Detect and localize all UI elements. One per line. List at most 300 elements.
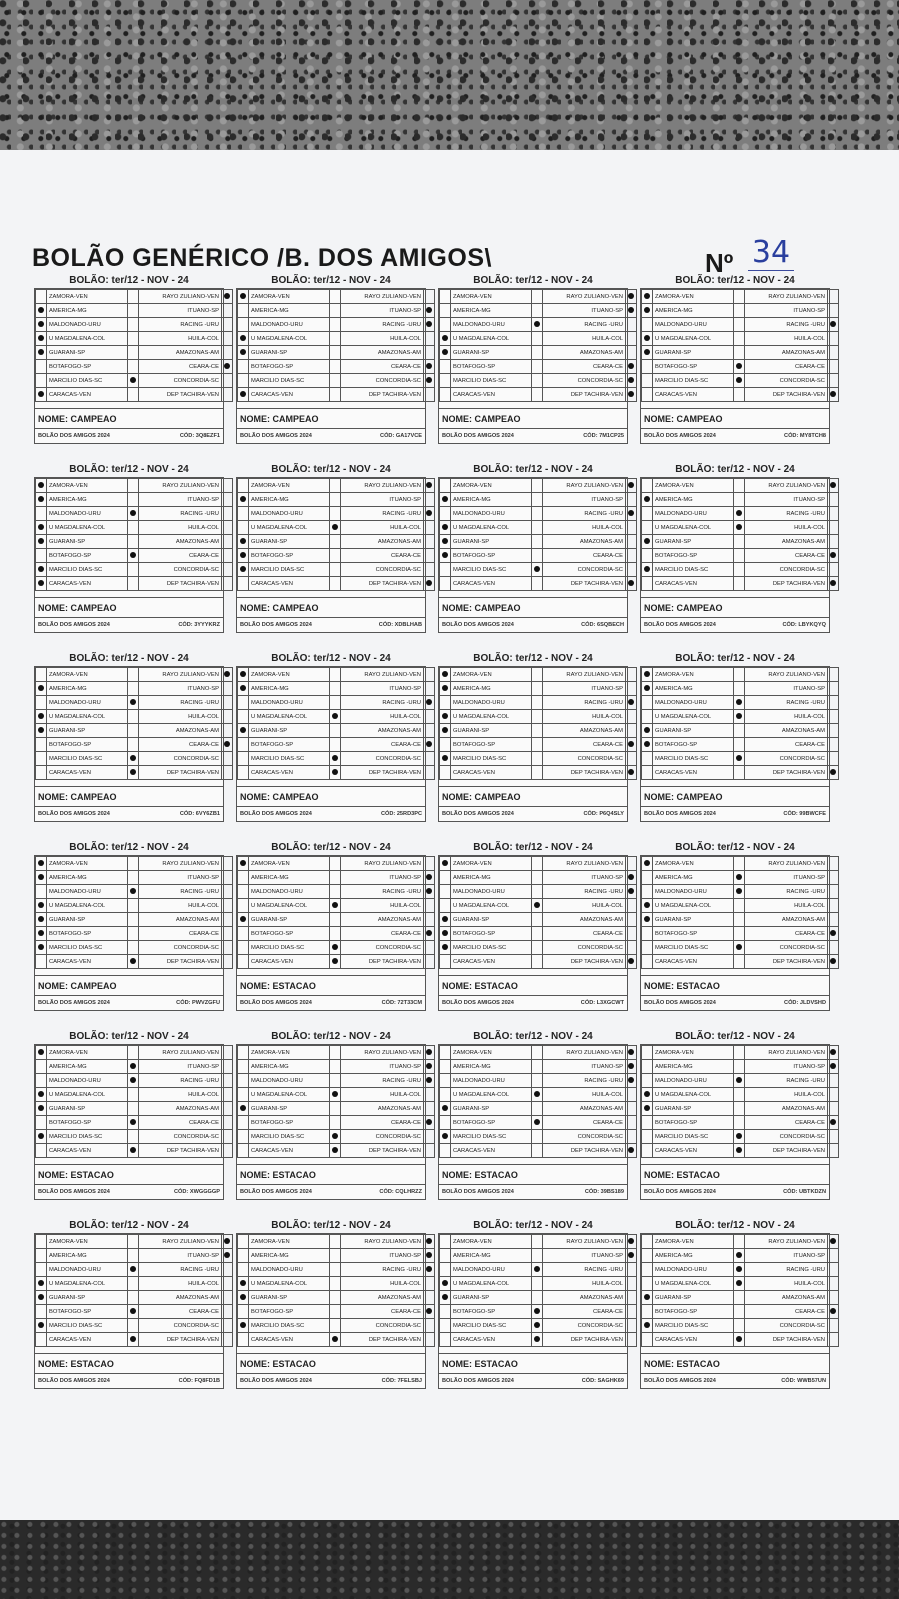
home-pick-box[interactable] bbox=[642, 885, 653, 899]
home-pick-box[interactable] bbox=[440, 1305, 451, 1319]
away-pick-box[interactable] bbox=[626, 1319, 637, 1333]
home-pick-box[interactable] bbox=[238, 360, 249, 374]
home-pick-box[interactable] bbox=[36, 1046, 47, 1060]
home-pick-box[interactable] bbox=[36, 857, 47, 871]
away-pick-box[interactable] bbox=[222, 941, 233, 955]
away-pick-box[interactable] bbox=[626, 752, 637, 766]
home-pick-box[interactable] bbox=[238, 668, 249, 682]
away-pick-box[interactable] bbox=[222, 1235, 233, 1249]
draw-pick-box[interactable] bbox=[532, 1102, 543, 1116]
home-pick-box[interactable] bbox=[642, 941, 653, 955]
away-pick-box[interactable] bbox=[828, 1130, 839, 1144]
home-pick-box[interactable] bbox=[238, 955, 249, 969]
home-pick-box[interactable] bbox=[238, 1305, 249, 1319]
away-pick-box[interactable] bbox=[424, 913, 435, 927]
draw-pick-box[interactable] bbox=[128, 941, 139, 955]
draw-pick-box[interactable] bbox=[330, 1263, 341, 1277]
draw-pick-box[interactable] bbox=[330, 885, 341, 899]
draw-pick-box[interactable] bbox=[330, 577, 341, 591]
draw-pick-box[interactable] bbox=[330, 871, 341, 885]
home-pick-box[interactable] bbox=[36, 1074, 47, 1088]
home-pick-box[interactable] bbox=[440, 374, 451, 388]
away-pick-box[interactable] bbox=[626, 927, 637, 941]
home-pick-box[interactable] bbox=[36, 752, 47, 766]
draw-pick-box[interactable] bbox=[330, 507, 341, 521]
away-pick-box[interactable] bbox=[424, 360, 435, 374]
home-pick-box[interactable] bbox=[642, 871, 653, 885]
away-pick-box[interactable] bbox=[828, 535, 839, 549]
home-pick-box[interactable] bbox=[36, 332, 47, 346]
away-pick-box[interactable] bbox=[424, 479, 435, 493]
home-pick-box[interactable] bbox=[440, 1088, 451, 1102]
home-pick-box[interactable] bbox=[642, 521, 653, 535]
draw-pick-box[interactable] bbox=[330, 927, 341, 941]
home-pick-box[interactable] bbox=[36, 1249, 47, 1263]
home-pick-box[interactable] bbox=[238, 682, 249, 696]
draw-pick-box[interactable] bbox=[128, 885, 139, 899]
draw-pick-box[interactable] bbox=[532, 710, 543, 724]
away-pick-box[interactable] bbox=[424, 752, 435, 766]
draw-pick-box[interactable] bbox=[330, 1060, 341, 1074]
away-pick-box[interactable] bbox=[222, 535, 233, 549]
home-pick-box[interactable] bbox=[440, 913, 451, 927]
home-pick-box[interactable] bbox=[440, 304, 451, 318]
away-pick-box[interactable] bbox=[222, 346, 233, 360]
draw-pick-box[interactable] bbox=[734, 346, 745, 360]
draw-pick-box[interactable] bbox=[128, 1305, 139, 1319]
home-pick-box[interactable] bbox=[440, 682, 451, 696]
home-pick-box[interactable] bbox=[36, 290, 47, 304]
home-pick-box[interactable] bbox=[642, 304, 653, 318]
home-pick-box[interactable] bbox=[238, 941, 249, 955]
home-pick-box[interactable] bbox=[642, 682, 653, 696]
draw-pick-box[interactable] bbox=[532, 752, 543, 766]
home-pick-box[interactable] bbox=[238, 388, 249, 402]
home-pick-box[interactable] bbox=[238, 696, 249, 710]
away-pick-box[interactable] bbox=[424, 388, 435, 402]
draw-pick-box[interactable] bbox=[330, 479, 341, 493]
draw-pick-box[interactable] bbox=[532, 682, 543, 696]
home-pick-box[interactable] bbox=[238, 927, 249, 941]
home-pick-box[interactable] bbox=[440, 1249, 451, 1263]
away-pick-box[interactable] bbox=[222, 1305, 233, 1319]
away-pick-box[interactable] bbox=[626, 899, 637, 913]
draw-pick-box[interactable] bbox=[532, 941, 543, 955]
draw-pick-box[interactable] bbox=[734, 752, 745, 766]
away-pick-box[interactable] bbox=[828, 1074, 839, 1088]
draw-pick-box[interactable] bbox=[330, 941, 341, 955]
away-pick-box[interactable] bbox=[222, 549, 233, 563]
home-pick-box[interactable] bbox=[36, 668, 47, 682]
away-pick-box[interactable] bbox=[424, 871, 435, 885]
draw-pick-box[interactable] bbox=[128, 1277, 139, 1291]
draw-pick-box[interactable] bbox=[128, 1319, 139, 1333]
draw-pick-box[interactable] bbox=[330, 1333, 341, 1347]
draw-pick-box[interactable] bbox=[330, 1291, 341, 1305]
away-pick-box[interactable] bbox=[424, 318, 435, 332]
draw-pick-box[interactable] bbox=[128, 1102, 139, 1116]
draw-pick-box[interactable] bbox=[128, 871, 139, 885]
away-pick-box[interactable] bbox=[222, 388, 233, 402]
home-pick-box[interactable] bbox=[440, 899, 451, 913]
away-pick-box[interactable] bbox=[222, 1263, 233, 1277]
draw-pick-box[interactable] bbox=[532, 724, 543, 738]
home-pick-box[interactable] bbox=[440, 927, 451, 941]
home-pick-box[interactable] bbox=[238, 1263, 249, 1277]
draw-pick-box[interactable] bbox=[532, 668, 543, 682]
home-pick-box[interactable] bbox=[642, 1074, 653, 1088]
away-pick-box[interactable] bbox=[424, 290, 435, 304]
away-pick-box[interactable] bbox=[626, 696, 637, 710]
home-pick-box[interactable] bbox=[238, 752, 249, 766]
draw-pick-box[interactable] bbox=[128, 1088, 139, 1102]
away-pick-box[interactable] bbox=[626, 332, 637, 346]
away-pick-box[interactable] bbox=[626, 913, 637, 927]
draw-pick-box[interactable] bbox=[330, 1305, 341, 1319]
away-pick-box[interactable] bbox=[828, 885, 839, 899]
draw-pick-box[interactable] bbox=[128, 682, 139, 696]
away-pick-box[interactable] bbox=[828, 360, 839, 374]
draw-pick-box[interactable] bbox=[734, 1116, 745, 1130]
away-pick-box[interactable] bbox=[222, 1249, 233, 1263]
away-pick-box[interactable] bbox=[626, 1130, 637, 1144]
away-pick-box[interactable] bbox=[828, 1235, 839, 1249]
away-pick-box[interactable] bbox=[424, 927, 435, 941]
draw-pick-box[interactable] bbox=[734, 304, 745, 318]
away-pick-box[interactable] bbox=[424, 374, 435, 388]
away-pick-box[interactable] bbox=[828, 1263, 839, 1277]
away-pick-box[interactable] bbox=[626, 1102, 637, 1116]
away-pick-box[interactable] bbox=[222, 507, 233, 521]
home-pick-box[interactable] bbox=[440, 521, 451, 535]
draw-pick-box[interactable] bbox=[330, 290, 341, 304]
away-pick-box[interactable] bbox=[828, 710, 839, 724]
away-pick-box[interactable] bbox=[626, 871, 637, 885]
home-pick-box[interactable] bbox=[440, 360, 451, 374]
home-pick-box[interactable] bbox=[642, 710, 653, 724]
away-pick-box[interactable] bbox=[222, 738, 233, 752]
home-pick-box[interactable] bbox=[440, 549, 451, 563]
draw-pick-box[interactable] bbox=[734, 479, 745, 493]
away-pick-box[interactable] bbox=[626, 521, 637, 535]
home-pick-box[interactable] bbox=[36, 304, 47, 318]
home-pick-box[interactable] bbox=[440, 493, 451, 507]
away-pick-box[interactable] bbox=[424, 1060, 435, 1074]
draw-pick-box[interactable] bbox=[128, 752, 139, 766]
draw-pick-box[interactable] bbox=[128, 738, 139, 752]
away-pick-box[interactable] bbox=[626, 710, 637, 724]
draw-pick-box[interactable] bbox=[128, 1291, 139, 1305]
home-pick-box[interactable] bbox=[642, 1333, 653, 1347]
away-pick-box[interactable] bbox=[424, 1249, 435, 1263]
draw-pick-box[interactable] bbox=[532, 913, 543, 927]
draw-pick-box[interactable] bbox=[532, 1319, 543, 1333]
away-pick-box[interactable] bbox=[828, 724, 839, 738]
home-pick-box[interactable] bbox=[238, 535, 249, 549]
home-pick-box[interactable] bbox=[642, 1319, 653, 1333]
away-pick-box[interactable] bbox=[424, 304, 435, 318]
away-pick-box[interactable] bbox=[626, 1277, 637, 1291]
draw-pick-box[interactable] bbox=[532, 1046, 543, 1060]
home-pick-box[interactable] bbox=[238, 1249, 249, 1263]
away-pick-box[interactable] bbox=[828, 871, 839, 885]
draw-pick-box[interactable] bbox=[532, 563, 543, 577]
away-pick-box[interactable] bbox=[828, 1060, 839, 1074]
home-pick-box[interactable] bbox=[36, 1319, 47, 1333]
away-pick-box[interactable] bbox=[222, 360, 233, 374]
draw-pick-box[interactable] bbox=[734, 332, 745, 346]
away-pick-box[interactable] bbox=[222, 1144, 233, 1158]
draw-pick-box[interactable] bbox=[128, 710, 139, 724]
draw-pick-box[interactable] bbox=[330, 493, 341, 507]
home-pick-box[interactable] bbox=[36, 941, 47, 955]
draw-pick-box[interactable] bbox=[128, 724, 139, 738]
draw-pick-box[interactable] bbox=[734, 1333, 745, 1347]
home-pick-box[interactable] bbox=[238, 479, 249, 493]
draw-pick-box[interactable] bbox=[330, 346, 341, 360]
draw-pick-box[interactable] bbox=[532, 360, 543, 374]
draw-pick-box[interactable] bbox=[734, 738, 745, 752]
draw-pick-box[interactable] bbox=[128, 1249, 139, 1263]
draw-pick-box[interactable] bbox=[330, 1046, 341, 1060]
away-pick-box[interactable] bbox=[424, 1102, 435, 1116]
home-pick-box[interactable] bbox=[36, 955, 47, 969]
draw-pick-box[interactable] bbox=[532, 766, 543, 780]
away-pick-box[interactable] bbox=[626, 668, 637, 682]
away-pick-box[interactable] bbox=[828, 1333, 839, 1347]
home-pick-box[interactable] bbox=[440, 710, 451, 724]
home-pick-box[interactable] bbox=[440, 1319, 451, 1333]
home-pick-box[interactable] bbox=[642, 696, 653, 710]
home-pick-box[interactable] bbox=[238, 346, 249, 360]
draw-pick-box[interactable] bbox=[734, 1074, 745, 1088]
away-pick-box[interactable] bbox=[828, 1277, 839, 1291]
away-pick-box[interactable] bbox=[424, 1263, 435, 1277]
away-pick-box[interactable] bbox=[626, 388, 637, 402]
draw-pick-box[interactable] bbox=[128, 318, 139, 332]
draw-pick-box[interactable] bbox=[532, 1277, 543, 1291]
home-pick-box[interactable] bbox=[238, 332, 249, 346]
home-pick-box[interactable] bbox=[642, 1263, 653, 1277]
draw-pick-box[interactable] bbox=[330, 857, 341, 871]
home-pick-box[interactable] bbox=[642, 899, 653, 913]
away-pick-box[interactable] bbox=[828, 857, 839, 871]
away-pick-box[interactable] bbox=[424, 1088, 435, 1102]
away-pick-box[interactable] bbox=[222, 304, 233, 318]
home-pick-box[interactable] bbox=[36, 738, 47, 752]
away-pick-box[interactable] bbox=[222, 374, 233, 388]
away-pick-box[interactable] bbox=[828, 941, 839, 955]
away-pick-box[interactable] bbox=[828, 493, 839, 507]
away-pick-box[interactable] bbox=[424, 885, 435, 899]
home-pick-box[interactable] bbox=[238, 1074, 249, 1088]
home-pick-box[interactable] bbox=[642, 927, 653, 941]
away-pick-box[interactable] bbox=[222, 710, 233, 724]
home-pick-box[interactable] bbox=[238, 493, 249, 507]
draw-pick-box[interactable] bbox=[330, 752, 341, 766]
home-pick-box[interactable] bbox=[238, 724, 249, 738]
home-pick-box[interactable] bbox=[238, 871, 249, 885]
away-pick-box[interactable] bbox=[828, 479, 839, 493]
home-pick-box[interactable] bbox=[238, 1046, 249, 1060]
away-pick-box[interactable] bbox=[222, 871, 233, 885]
away-pick-box[interactable] bbox=[424, 1235, 435, 1249]
home-pick-box[interactable] bbox=[440, 1074, 451, 1088]
home-pick-box[interactable] bbox=[642, 1116, 653, 1130]
away-pick-box[interactable] bbox=[828, 521, 839, 535]
draw-pick-box[interactable] bbox=[330, 360, 341, 374]
home-pick-box[interactable] bbox=[642, 1088, 653, 1102]
home-pick-box[interactable] bbox=[36, 1263, 47, 1277]
away-pick-box[interactable] bbox=[222, 1333, 233, 1347]
home-pick-box[interactable] bbox=[642, 724, 653, 738]
home-pick-box[interactable] bbox=[642, 493, 653, 507]
away-pick-box[interactable] bbox=[222, 493, 233, 507]
home-pick-box[interactable] bbox=[440, 1116, 451, 1130]
draw-pick-box[interactable] bbox=[734, 899, 745, 913]
home-pick-box[interactable] bbox=[238, 1102, 249, 1116]
draw-pick-box[interactable] bbox=[532, 507, 543, 521]
away-pick-box[interactable] bbox=[222, 1102, 233, 1116]
draw-pick-box[interactable] bbox=[128, 332, 139, 346]
home-pick-box[interactable] bbox=[440, 346, 451, 360]
home-pick-box[interactable] bbox=[238, 710, 249, 724]
draw-pick-box[interactable] bbox=[330, 1074, 341, 1088]
home-pick-box[interactable] bbox=[36, 318, 47, 332]
home-pick-box[interactable] bbox=[238, 374, 249, 388]
away-pick-box[interactable] bbox=[222, 577, 233, 591]
away-pick-box[interactable] bbox=[424, 1277, 435, 1291]
away-pick-box[interactable] bbox=[626, 493, 637, 507]
away-pick-box[interactable] bbox=[626, 1333, 637, 1347]
away-pick-box[interactable] bbox=[424, 766, 435, 780]
away-pick-box[interactable] bbox=[626, 682, 637, 696]
away-pick-box[interactable] bbox=[222, 899, 233, 913]
home-pick-box[interactable] bbox=[642, 1277, 653, 1291]
draw-pick-box[interactable] bbox=[734, 1046, 745, 1060]
home-pick-box[interactable] bbox=[440, 668, 451, 682]
home-pick-box[interactable] bbox=[238, 304, 249, 318]
away-pick-box[interactable] bbox=[424, 696, 435, 710]
draw-pick-box[interactable] bbox=[734, 563, 745, 577]
home-pick-box[interactable] bbox=[238, 1116, 249, 1130]
draw-pick-box[interactable] bbox=[734, 1088, 745, 1102]
away-pick-box[interactable] bbox=[626, 577, 637, 591]
draw-pick-box[interactable] bbox=[734, 724, 745, 738]
home-pick-box[interactable] bbox=[440, 1102, 451, 1116]
draw-pick-box[interactable] bbox=[532, 1130, 543, 1144]
draw-pick-box[interactable] bbox=[734, 1263, 745, 1277]
draw-pick-box[interactable] bbox=[734, 1319, 745, 1333]
away-pick-box[interactable] bbox=[828, 913, 839, 927]
away-pick-box[interactable] bbox=[424, 899, 435, 913]
away-pick-box[interactable] bbox=[828, 388, 839, 402]
draw-pick-box[interactable] bbox=[532, 1060, 543, 1074]
draw-pick-box[interactable] bbox=[532, 374, 543, 388]
home-pick-box[interactable] bbox=[642, 1249, 653, 1263]
home-pick-box[interactable] bbox=[36, 493, 47, 507]
home-pick-box[interactable] bbox=[36, 1235, 47, 1249]
home-pick-box[interactable] bbox=[440, 1277, 451, 1291]
draw-pick-box[interactable] bbox=[330, 1277, 341, 1291]
draw-pick-box[interactable] bbox=[330, 738, 341, 752]
draw-pick-box[interactable] bbox=[734, 1144, 745, 1158]
draw-pick-box[interactable] bbox=[734, 1291, 745, 1305]
home-pick-box[interactable] bbox=[642, 549, 653, 563]
draw-pick-box[interactable] bbox=[532, 871, 543, 885]
home-pick-box[interactable] bbox=[36, 927, 47, 941]
draw-pick-box[interactable] bbox=[128, 696, 139, 710]
home-pick-box[interactable] bbox=[440, 479, 451, 493]
away-pick-box[interactable] bbox=[424, 563, 435, 577]
draw-pick-box[interactable] bbox=[532, 388, 543, 402]
home-pick-box[interactable] bbox=[36, 374, 47, 388]
draw-pick-box[interactable] bbox=[330, 388, 341, 402]
home-pick-box[interactable] bbox=[642, 563, 653, 577]
away-pick-box[interactable] bbox=[828, 1102, 839, 1116]
home-pick-box[interactable] bbox=[36, 1333, 47, 1347]
away-pick-box[interactable] bbox=[424, 346, 435, 360]
draw-pick-box[interactable] bbox=[128, 766, 139, 780]
draw-pick-box[interactable] bbox=[128, 1235, 139, 1249]
draw-pick-box[interactable] bbox=[330, 696, 341, 710]
away-pick-box[interactable] bbox=[424, 1130, 435, 1144]
draw-pick-box[interactable] bbox=[532, 738, 543, 752]
away-pick-box[interactable] bbox=[626, 1249, 637, 1263]
home-pick-box[interactable] bbox=[36, 535, 47, 549]
draw-pick-box[interactable] bbox=[330, 1102, 341, 1116]
draw-pick-box[interactable] bbox=[532, 927, 543, 941]
away-pick-box[interactable] bbox=[626, 346, 637, 360]
draw-pick-box[interactable] bbox=[532, 1074, 543, 1088]
away-pick-box[interactable] bbox=[626, 1074, 637, 1088]
draw-pick-box[interactable] bbox=[330, 766, 341, 780]
away-pick-box[interactable] bbox=[828, 346, 839, 360]
home-pick-box[interactable] bbox=[440, 1291, 451, 1305]
away-pick-box[interactable] bbox=[828, 549, 839, 563]
draw-pick-box[interactable] bbox=[128, 507, 139, 521]
draw-pick-box[interactable] bbox=[128, 493, 139, 507]
away-pick-box[interactable] bbox=[222, 682, 233, 696]
away-pick-box[interactable] bbox=[222, 563, 233, 577]
draw-pick-box[interactable] bbox=[532, 696, 543, 710]
away-pick-box[interactable] bbox=[424, 577, 435, 591]
draw-pick-box[interactable] bbox=[128, 1263, 139, 1277]
home-pick-box[interactable] bbox=[642, 766, 653, 780]
draw-pick-box[interactable] bbox=[532, 1144, 543, 1158]
away-pick-box[interactable] bbox=[828, 738, 839, 752]
home-pick-box[interactable] bbox=[36, 1102, 47, 1116]
draw-pick-box[interactable] bbox=[128, 563, 139, 577]
home-pick-box[interactable] bbox=[36, 1277, 47, 1291]
home-pick-box[interactable] bbox=[36, 899, 47, 913]
home-pick-box[interactable] bbox=[440, 332, 451, 346]
draw-pick-box[interactable] bbox=[128, 374, 139, 388]
draw-pick-box[interactable] bbox=[330, 668, 341, 682]
home-pick-box[interactable] bbox=[642, 577, 653, 591]
away-pick-box[interactable] bbox=[424, 535, 435, 549]
home-pick-box[interactable] bbox=[440, 885, 451, 899]
home-pick-box[interactable] bbox=[440, 696, 451, 710]
draw-pick-box[interactable] bbox=[532, 535, 543, 549]
home-pick-box[interactable] bbox=[642, 290, 653, 304]
home-pick-box[interactable] bbox=[238, 507, 249, 521]
away-pick-box[interactable] bbox=[222, 332, 233, 346]
away-pick-box[interactable] bbox=[828, 1046, 839, 1060]
away-pick-box[interactable] bbox=[626, 563, 637, 577]
away-pick-box[interactable] bbox=[828, 290, 839, 304]
home-pick-box[interactable] bbox=[238, 1144, 249, 1158]
